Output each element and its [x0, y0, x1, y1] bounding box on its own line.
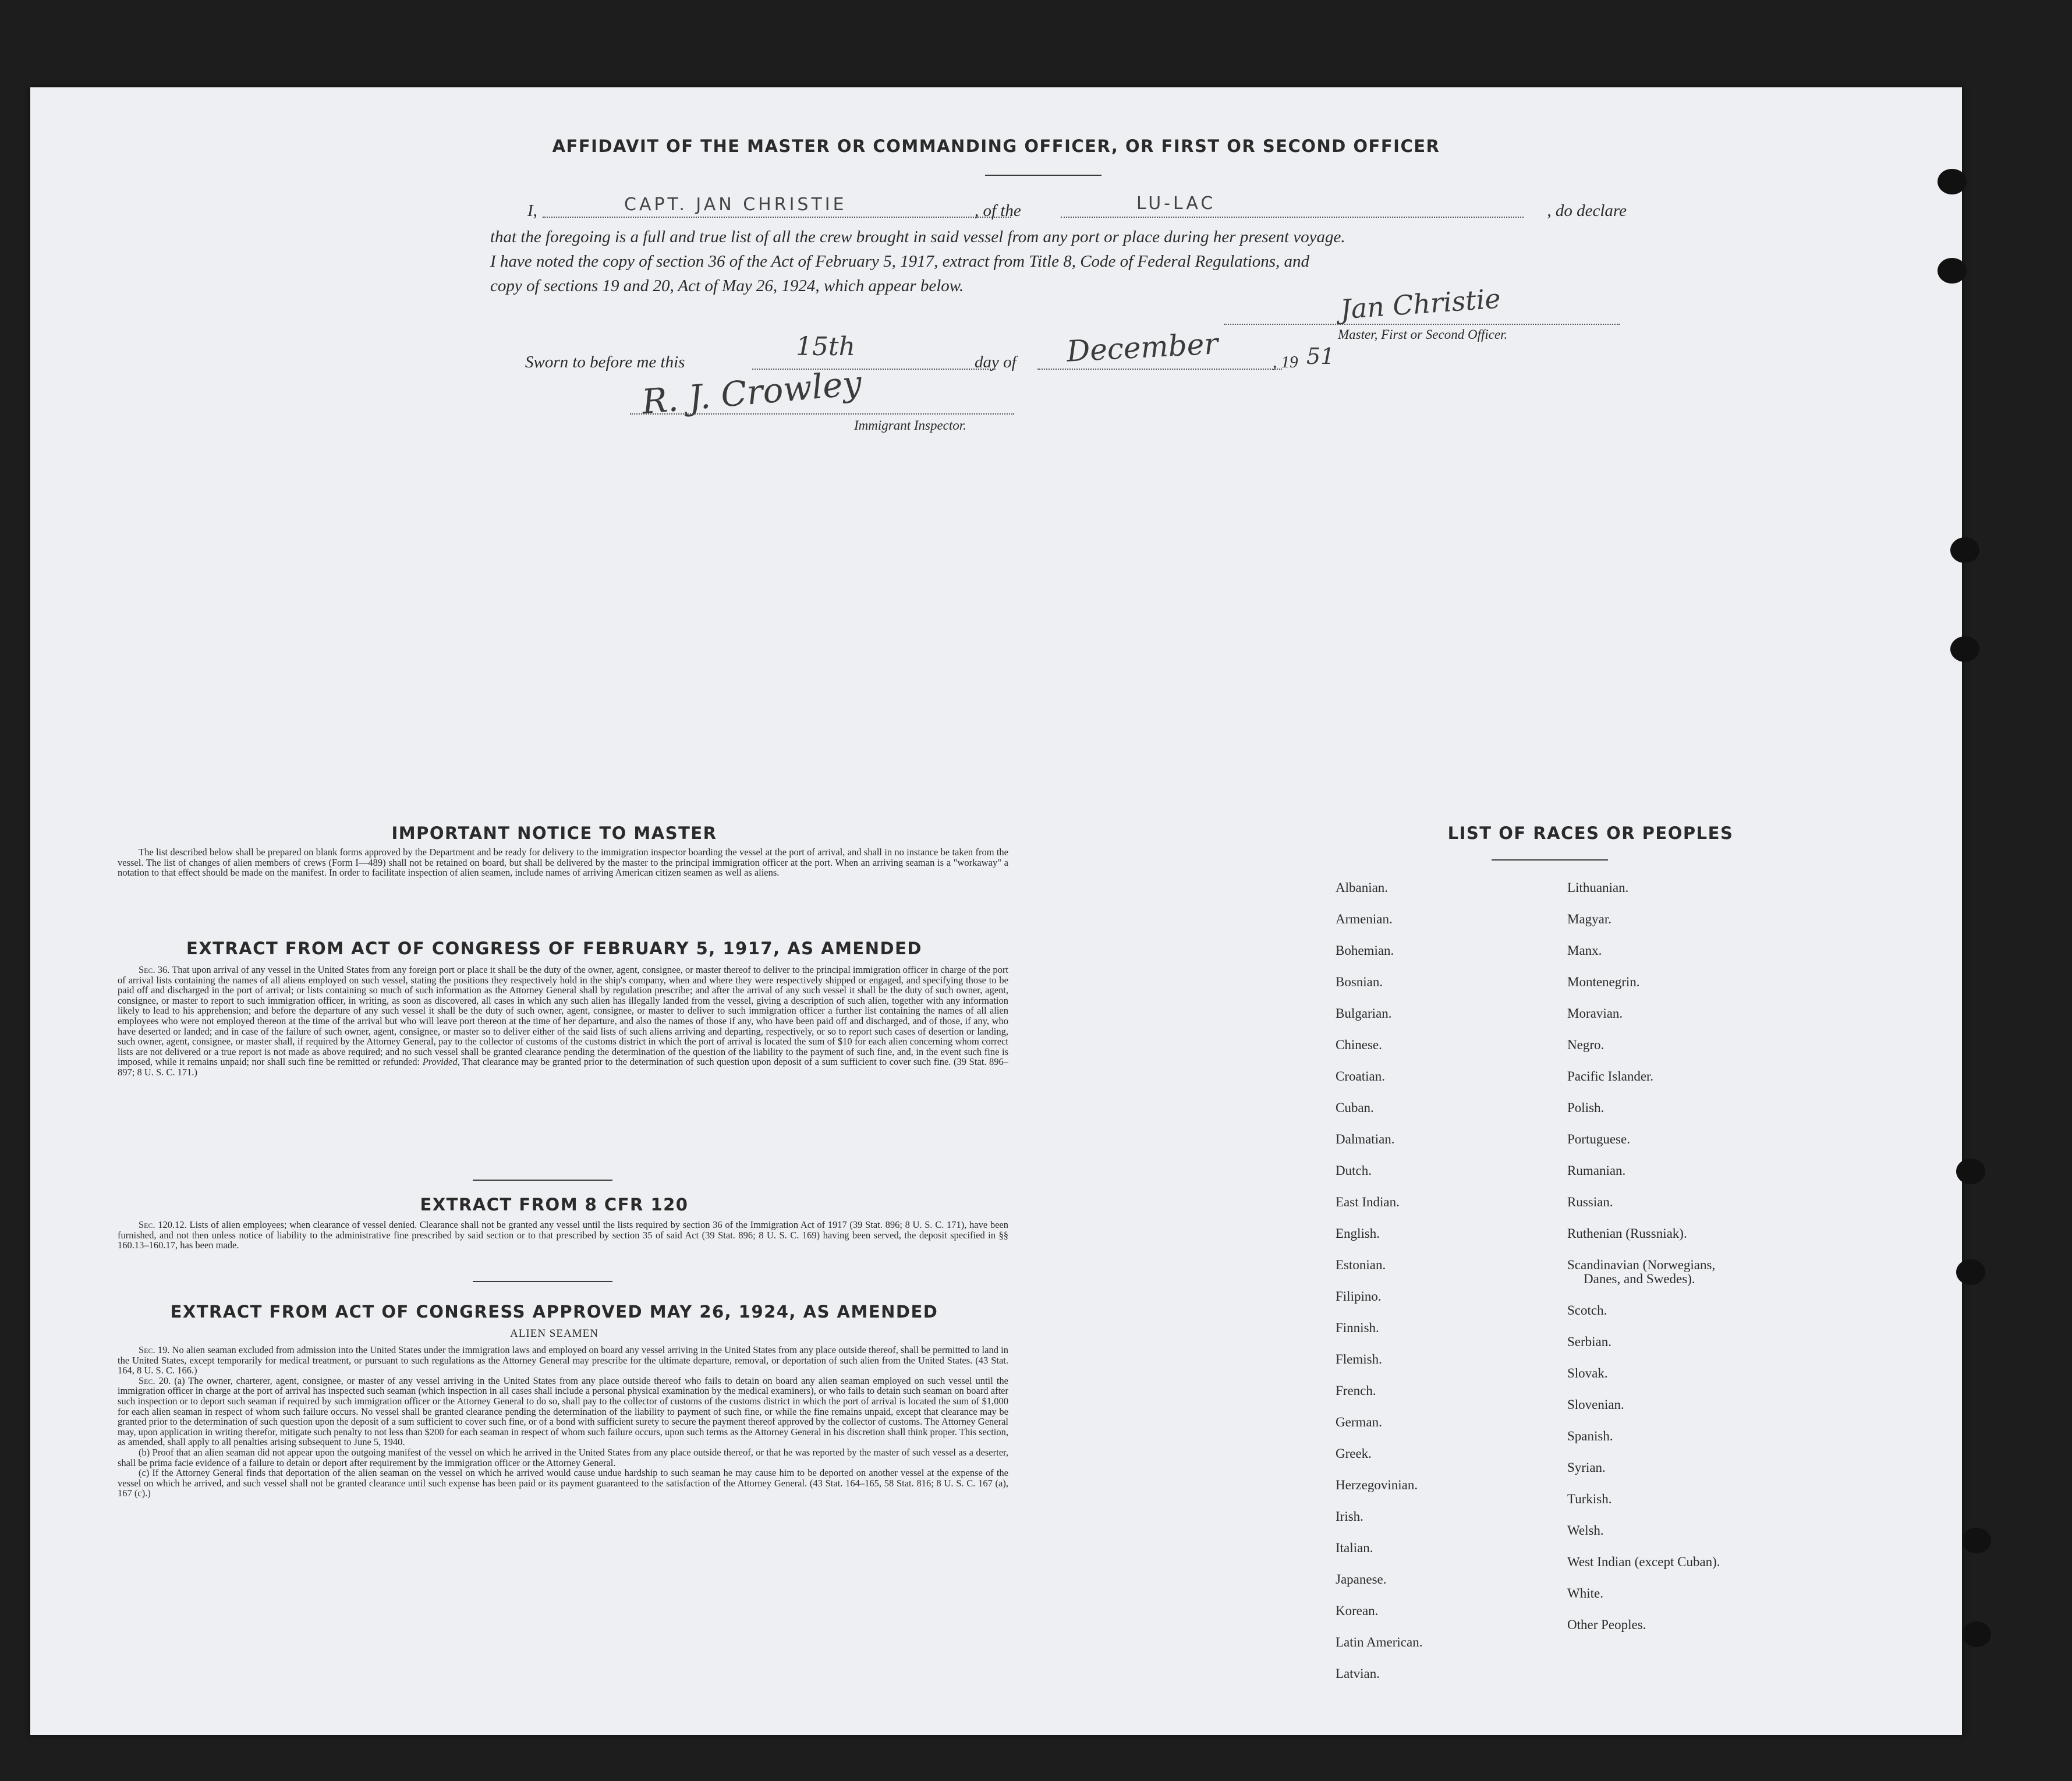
inspector-line	[630, 413, 1014, 415]
race-item: Other Peoples.	[1567, 1617, 1646, 1632]
race-item: Manx.	[1567, 943, 1602, 958]
sec-120-label: Sec. 120.12.	[139, 1219, 187, 1230]
sec-36-text: That upon arrival of any vessel in the United States from any foreign port or place it shall be the duty of the owner, agent, consignee, or master thereof to deliver to the principal immigration officer in charge of the port of arrival lists containing the names of all aliens employed on such vessel, stating the positions they respectively hold in the ship's company, when and where they were respectively shipped or engaged, and specifying those to be paid off and discharged in the port of arrival; or lists containing so much of such information as the Attorney General shall by regulation prescribe; and after the arrival of any such vessel it shall be the duty of such owner, agent, consignee, or master to report to such immigration officer, in writing, as soon as discovered, all cases in which any such alien has illegally landed from the vessel, giving a description of such alien, together with any information likely to lead to his apprehension; and before the departure of any such vessel it shall be the duty of such owner, agent, consignee, or master to deliver to such immigration officer a further list containing the names of all alien employees who were not employed thereon at the time of the arrival but who will leave port thereon at the time of her departure, and also the names of those if any, who have been paid off and discharged, and of those, if any, who have deserted or landed; and in case of the failure of such owner, agent, consignee, or master so to deliver either of the said lists of such aliens arriving and departing, respectively, or so to report such cases of desertion or landing, such owner, agent, consignee, or master shall, if required by the Attorney General, pay to the collector of customs of the customs district in which the port of arrival is located the sum of $10 for each alien concerning whom correct lists are not delivered or a true report is not made as above required; and no such vessel shall be granted clearance pending the determination of the question of the liability to the payment of such fine, and, in the event such fine is imposed, while it remains unpaid; nor shall such fine be remitted or refunded:	[118, 964, 1008, 1068]
affidavit-line-4: copy of sections 19 and 20, Act of May 26, 1924, which appear below.	[490, 277, 964, 295]
inspector-caption: Immigrant Inspector.	[854, 418, 966, 433]
race-item: Syrian.	[1567, 1460, 1606, 1475]
race-item: East Indian.	[1336, 1195, 1400, 1209]
sec-20a-paragraph	[118, 1376, 1008, 1447]
race-item: Dalmatian.	[1336, 1132, 1395, 1146]
of-the-label: , of the	[975, 201, 1021, 220]
race-item: Magyar.	[1567, 912, 1612, 926]
races-title: LIST OF RACES OR PEOPLES	[1447, 823, 1734, 843]
master-name-handwritten: CAPT. JAN CHRISTIE	[624, 194, 847, 215]
races-left-column	[1336, 872, 1422, 1690]
provided-word: Provided,	[422, 1056, 460, 1068]
punch-hole	[1938, 169, 1967, 194]
sec-20a-text: (a) The owner, charterer, agent, consignee, or master of any vessel arriving in the United States from any place outside thereof who fails to detain on board any alien seaman employed on such vessel until the immigration officer in charge at the port of arrival has inspected such seaman (which inspection in all cases shall include a personal physical examination by the medical examiners), or who fails to detain such seaman on board after such inspection or to deport such seaman if required by such immigration officer or the Attorney General to do so, shall pay to the collector of customs of the customs district in which the port of arrival is located the sum of $1,000 for each alien seaman in respect of whom such failure occurs. No vessel shall be granted clearance pending the determination of the liability to payment of such fine, or while the fine remains unpaid, except that clearance may be granted prior to the determination of such question upon the deposit of a sum sufficient to cover such fine, or of a bond with sufficient surety to secure the payment thereof approved by the collector of customs. The Attorney General may, upon application in writing therefor, mitigate such penalty to not less than $200 for each seaman in respect of whom such failure occurs, upon such terms as the Attorney General in his discretion shall think proper. This section, as amended, shall apply to all penalties arising subsequent to June 5, 1940.	[118, 1375, 1008, 1448]
extract-1924-title: EXTRACT FROM ACT OF CONGRESS APPROVED MAY 26, 1924, AS AMENDED	[170, 1302, 938, 1322]
signature-caption: Master, First or Second Officer.	[1338, 327, 1508, 342]
punch-hole	[1950, 537, 1979, 563]
race-item: White.	[1567, 1586, 1603, 1601]
vessel-name-line	[1061, 217, 1524, 218]
sworn-month-line	[1037, 369, 1282, 370]
race-item: Bosnian.	[1336, 975, 1383, 989]
affidavit-line-2: that the foregoing is a full and true list of all the crew brought in said vessel from any port or place during her present voyage.	[490, 228, 1345, 246]
race-item: Armenian.	[1336, 912, 1393, 926]
race-item: German.	[1336, 1415, 1382, 1429]
sec-19-paragraph	[118, 1345, 1008, 1376]
race-item: Scotch.	[1567, 1303, 1607, 1318]
extract-cfr-body	[118, 1220, 1008, 1251]
race-item: Flemish.	[1336, 1352, 1382, 1366]
document-page	[30, 87, 1962, 1735]
race-item: Serbian.	[1567, 1334, 1612, 1349]
race-item: Herzegovinian.	[1336, 1478, 1418, 1492]
race-item: Albanian.	[1336, 880, 1389, 895]
races-title-rule	[1492, 859, 1608, 861]
vessel-name-handwritten: LU-LAC	[1136, 193, 1216, 214]
race-item: Portuguese.	[1567, 1132, 1630, 1146]
year-prefix: , 19	[1273, 353, 1298, 371]
sec-19-label: Sec. 19.	[139, 1344, 170, 1355]
race-item: Slovenian.	[1567, 1397, 1624, 1412]
sec-20c-text: (c) If the Attorney General finds that deportation of the alien seaman on the vessel on which he arrived would cause undue hardship to such seaman he may cause him to be deported on another vessel at the expense of the vessel on which he arrived, and such vessel shall not be granted clearance until such expense has been paid or its payment guaranteed to the satisfaction of the Attorney General. (43 Stat. 164–165, 58 Stat. 816; 8 U. S. C. 167 (a), 167 (c).)	[118, 1467, 1008, 1499]
sworn-day: 15th	[796, 332, 856, 362]
race-item: Latvian.	[1336, 1666, 1380, 1681]
master-signature: Jan Christie	[1339, 282, 1502, 325]
affidavit-i-label: I,	[527, 201, 537, 220]
section-rule	[473, 1180, 612, 1181]
race-item: Italian.	[1336, 1541, 1373, 1555]
race-item: Japanese.	[1336, 1572, 1387, 1587]
race-item: Dutch.	[1336, 1163, 1372, 1178]
race-item: Estonian.	[1336, 1258, 1386, 1272]
signature-line	[1224, 324, 1620, 325]
sec-36-text-end: That clearance may be granted prior to the determination of such question upon deposit of a sum sufficient to cover such fine. (39 Stat. 896–897; 8 U. S. C. 171.)	[118, 1056, 1009, 1078]
race-item: Montenegrin.	[1567, 975, 1640, 989]
day-of-label: day of	[975, 353, 1016, 371]
race-item: Filipino.	[1336, 1289, 1382, 1304]
alien-seamen-subtitle: ALIEN SEAMEN	[510, 1327, 598, 1340]
race-item: Bulgarian.	[1336, 1006, 1392, 1021]
title-rule	[985, 175, 1101, 176]
race-item: Bohemian.	[1336, 943, 1394, 958]
race-item: Scandinavian (Norwegians,	[1567, 1258, 1716, 1272]
race-item: Ruthenian (Russniak).	[1567, 1226, 1687, 1241]
sec-20-label: Sec. 20.	[139, 1375, 171, 1386]
punch-hole	[1956, 1159, 1985, 1184]
race-item: English.	[1336, 1226, 1380, 1241]
affidavit-title: AFFIDAVIT OF THE MASTER OR COMMANDING OFFICER, OR FIRST OR SECOND OFFICER	[552, 136, 1440, 156]
race-item: Slovak.	[1567, 1366, 1608, 1380]
race-item: Welsh.	[1567, 1523, 1604, 1538]
race-item: Pacific Islander.	[1567, 1069, 1654, 1084]
race-item: West Indian (except Cuban).	[1567, 1555, 1720, 1569]
notice-title: IMPORTANT NOTICE TO MASTER	[391, 823, 717, 843]
year-suffix: 51	[1306, 344, 1335, 369]
extract-1917-body	[118, 965, 1008, 1078]
extract-cfr-title: EXTRACT FROM 8 CFR 120	[420, 1195, 689, 1215]
race-item: Turkish.	[1567, 1492, 1612, 1506]
race-item: Negro.	[1567, 1038, 1605, 1052]
punch-hole	[1950, 636, 1979, 662]
race-item: Danes, and Swedes).	[1584, 1272, 1695, 1286]
punch-hole	[1938, 258, 1967, 284]
sworn-month: December	[1065, 327, 1219, 369]
race-item: Irish.	[1336, 1509, 1363, 1524]
master-name-line	[543, 217, 1011, 218]
race-item: Croatian.	[1336, 1069, 1385, 1084]
sec-120-text: Lists of alien employees; when clearance of vessel denied. Clearance shall not be granted any vessel until the lists required by section 36 of the Immigration Act of 1917 (39 Stat. 896; 8 U. S. C. 171), have been furnished, and not then unless notice of liability to the administrative fine prescribed by said section or to that prescribed by section 35 of said Act (39 Stat. 896; 8 U. S. C. 169) having been served, the deposit specified in §§ 160.13–160.17, has been made.	[118, 1219, 1009, 1251]
extract-1924-body	[118, 1345, 1008, 1499]
race-item: Rumanian.	[1567, 1163, 1626, 1178]
punch-hole	[1962, 1621, 1991, 1647]
punch-hole	[1962, 1528, 1991, 1553]
race-item: Finnish.	[1336, 1320, 1379, 1335]
race-item: Latin American.	[1336, 1635, 1423, 1649]
race-item: Spanish.	[1567, 1429, 1613, 1443]
sec-19-text: No alien seaman excluded from admission into the United States under the immigration laws and employed on board any vessel arriving in the United States from any place outside thereof, shall be permitted to land in the United States, except temporarily for medical treatment, or pursuant to such regulations as the Attorney General may prescribe for the ultimate departure, removal, or deportation of such alien from the United States. (43 Stat. 164, 8 U. S. C. 166.)	[118, 1344, 1008, 1376]
race-item: Polish.	[1567, 1100, 1605, 1115]
race-item: Cuban.	[1336, 1100, 1374, 1115]
race-item: Lithuanian.	[1567, 880, 1629, 895]
sec-20b-text: (b) Proof that an alien seaman did not appear upon the outgoing manifest of the vessel on which he arrived in the United States from any place outside thereof, or that he was reported by the master of such vessel as a deserter, shall be prima facie evidence of a failure to detain or deport after requirement by the immigration officer or the Attorney General.	[118, 1446, 1008, 1468]
race-item: Russian.	[1567, 1195, 1613, 1209]
race-item: Moravian.	[1567, 1006, 1623, 1021]
extract-1917-title: EXTRACT FROM ACT OF CONGRESS OF FEBRUARY 5, 1917, AS AMENDED	[186, 939, 922, 958]
sec-36-label: Sec. 36.	[139, 964, 170, 975]
affidavit-line-3: I have noted the copy of section 36 of the Act of February 5, 1917, extract from Title 8, Code of Federal Regulations, and	[490, 252, 1310, 271]
race-item: French.	[1336, 1383, 1376, 1398]
race-item: Korean.	[1336, 1603, 1379, 1618]
section-rule	[473, 1281, 612, 1282]
do-declare-label: , do declare	[1547, 201, 1627, 220]
race-item: Chinese.	[1336, 1038, 1382, 1052]
sworn-label: Sworn to before me this	[525, 353, 685, 371]
races-right-column	[1567, 872, 1720, 1641]
notice-body: The list described below shall be prepared on blank forms approved by the Department and be ready for delivery to the immigration inspector boarding the vessel at the port of arrival, and shall in no instance be taken from the vessel. The list of changes of alien members of crews (Form I—489) shall not be retained on board, but shall be delivered by the master to the principal immigration officer at the port. When an arriving seaman is a "workaway" a notation to that effect should be made on the manifest. In order to facilitate inspection of alien seamen, include names of arriving American citizen seamen as well as aliens.	[118, 847, 1008, 879]
race-item: Greek.	[1336, 1446, 1372, 1461]
inspector-signature: R. J. Crowley	[640, 363, 863, 422]
punch-hole	[1956, 1259, 1985, 1285]
